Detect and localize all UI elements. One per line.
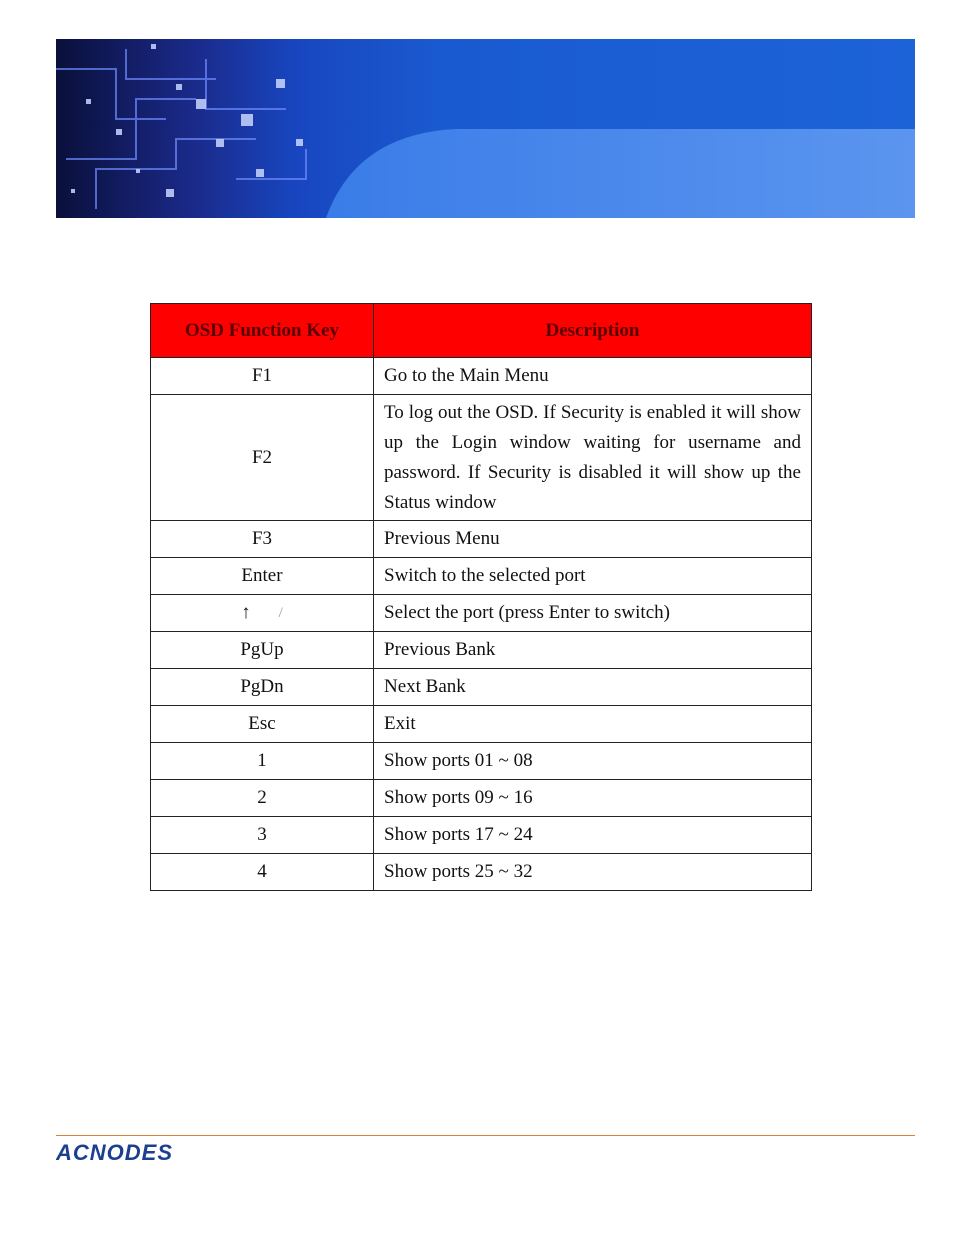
- key-cell: 2: [151, 780, 374, 817]
- description-cell: Select the port (press Enter to switch): [374, 595, 812, 632]
- key-cell: PgUp: [151, 632, 374, 669]
- table-header-row: [151, 304, 812, 358]
- description-cell: Show ports 25 ~ 32: [374, 854, 812, 891]
- description-cell: To log out the OSD. If Security is enabled it will show up the Login window waiting for username and password. If Security is disabled it will show up the Status window: [374, 395, 812, 521]
- description-cell: Switch to the selected port: [374, 558, 812, 595]
- header-osd-function-key: OSD Function Key: [151, 304, 374, 358]
- table-row: [151, 743, 812, 780]
- table-row: [151, 521, 812, 558]
- table-row: [151, 358, 812, 395]
- table-row: [151, 706, 812, 743]
- table-row: [151, 558, 812, 595]
- table-row: [151, 669, 812, 706]
- table-row: [151, 632, 812, 669]
- acnodes-logo: [56, 1140, 216, 1171]
- table-row: [151, 595, 812, 632]
- up-arrow-icon: ↑: [241, 602, 251, 623]
- description-cell: Go to the Main Menu: [374, 358, 812, 395]
- key-cell: Esc: [151, 706, 374, 743]
- table-row: [151, 817, 812, 854]
- table-row: [151, 780, 812, 817]
- description-cell: Exit: [374, 706, 812, 743]
- key-cell: PgDn: [151, 669, 374, 706]
- key-cell: F3: [151, 521, 374, 558]
- description-cell: Show ports 09 ~ 16: [374, 780, 812, 817]
- key-cell: 1: [151, 743, 374, 780]
- key-cell: 4: [151, 854, 374, 891]
- description-cell: Show ports 17 ~ 24: [374, 817, 812, 854]
- description-cell: Next Bank: [374, 669, 812, 706]
- key-cell: F2: [151, 395, 374, 521]
- header-description: Description: [374, 304, 812, 358]
- key-cell: F1: [151, 358, 374, 395]
- description-cell: Previous Bank: [374, 632, 812, 669]
- key-separator: /: [278, 604, 283, 621]
- osd-function-key-table: [150, 303, 812, 891]
- logo-text: ACNODES: [56, 1140, 174, 1165]
- description-cell: Show ports 01 ~ 08: [374, 743, 812, 780]
- table-row: [151, 854, 812, 891]
- header-banner: [56, 39, 915, 218]
- table-row: [151, 395, 812, 521]
- circuit-board-graphic: [56, 39, 915, 218]
- footer-rule: [56, 1135, 915, 1136]
- key-cell: Enter: [151, 558, 374, 595]
- key-cell: 3: [151, 817, 374, 854]
- key-cell: [151, 595, 374, 632]
- logo-graphic: [56, 1140, 216, 1166]
- description-cell: Previous Menu: [374, 521, 812, 558]
